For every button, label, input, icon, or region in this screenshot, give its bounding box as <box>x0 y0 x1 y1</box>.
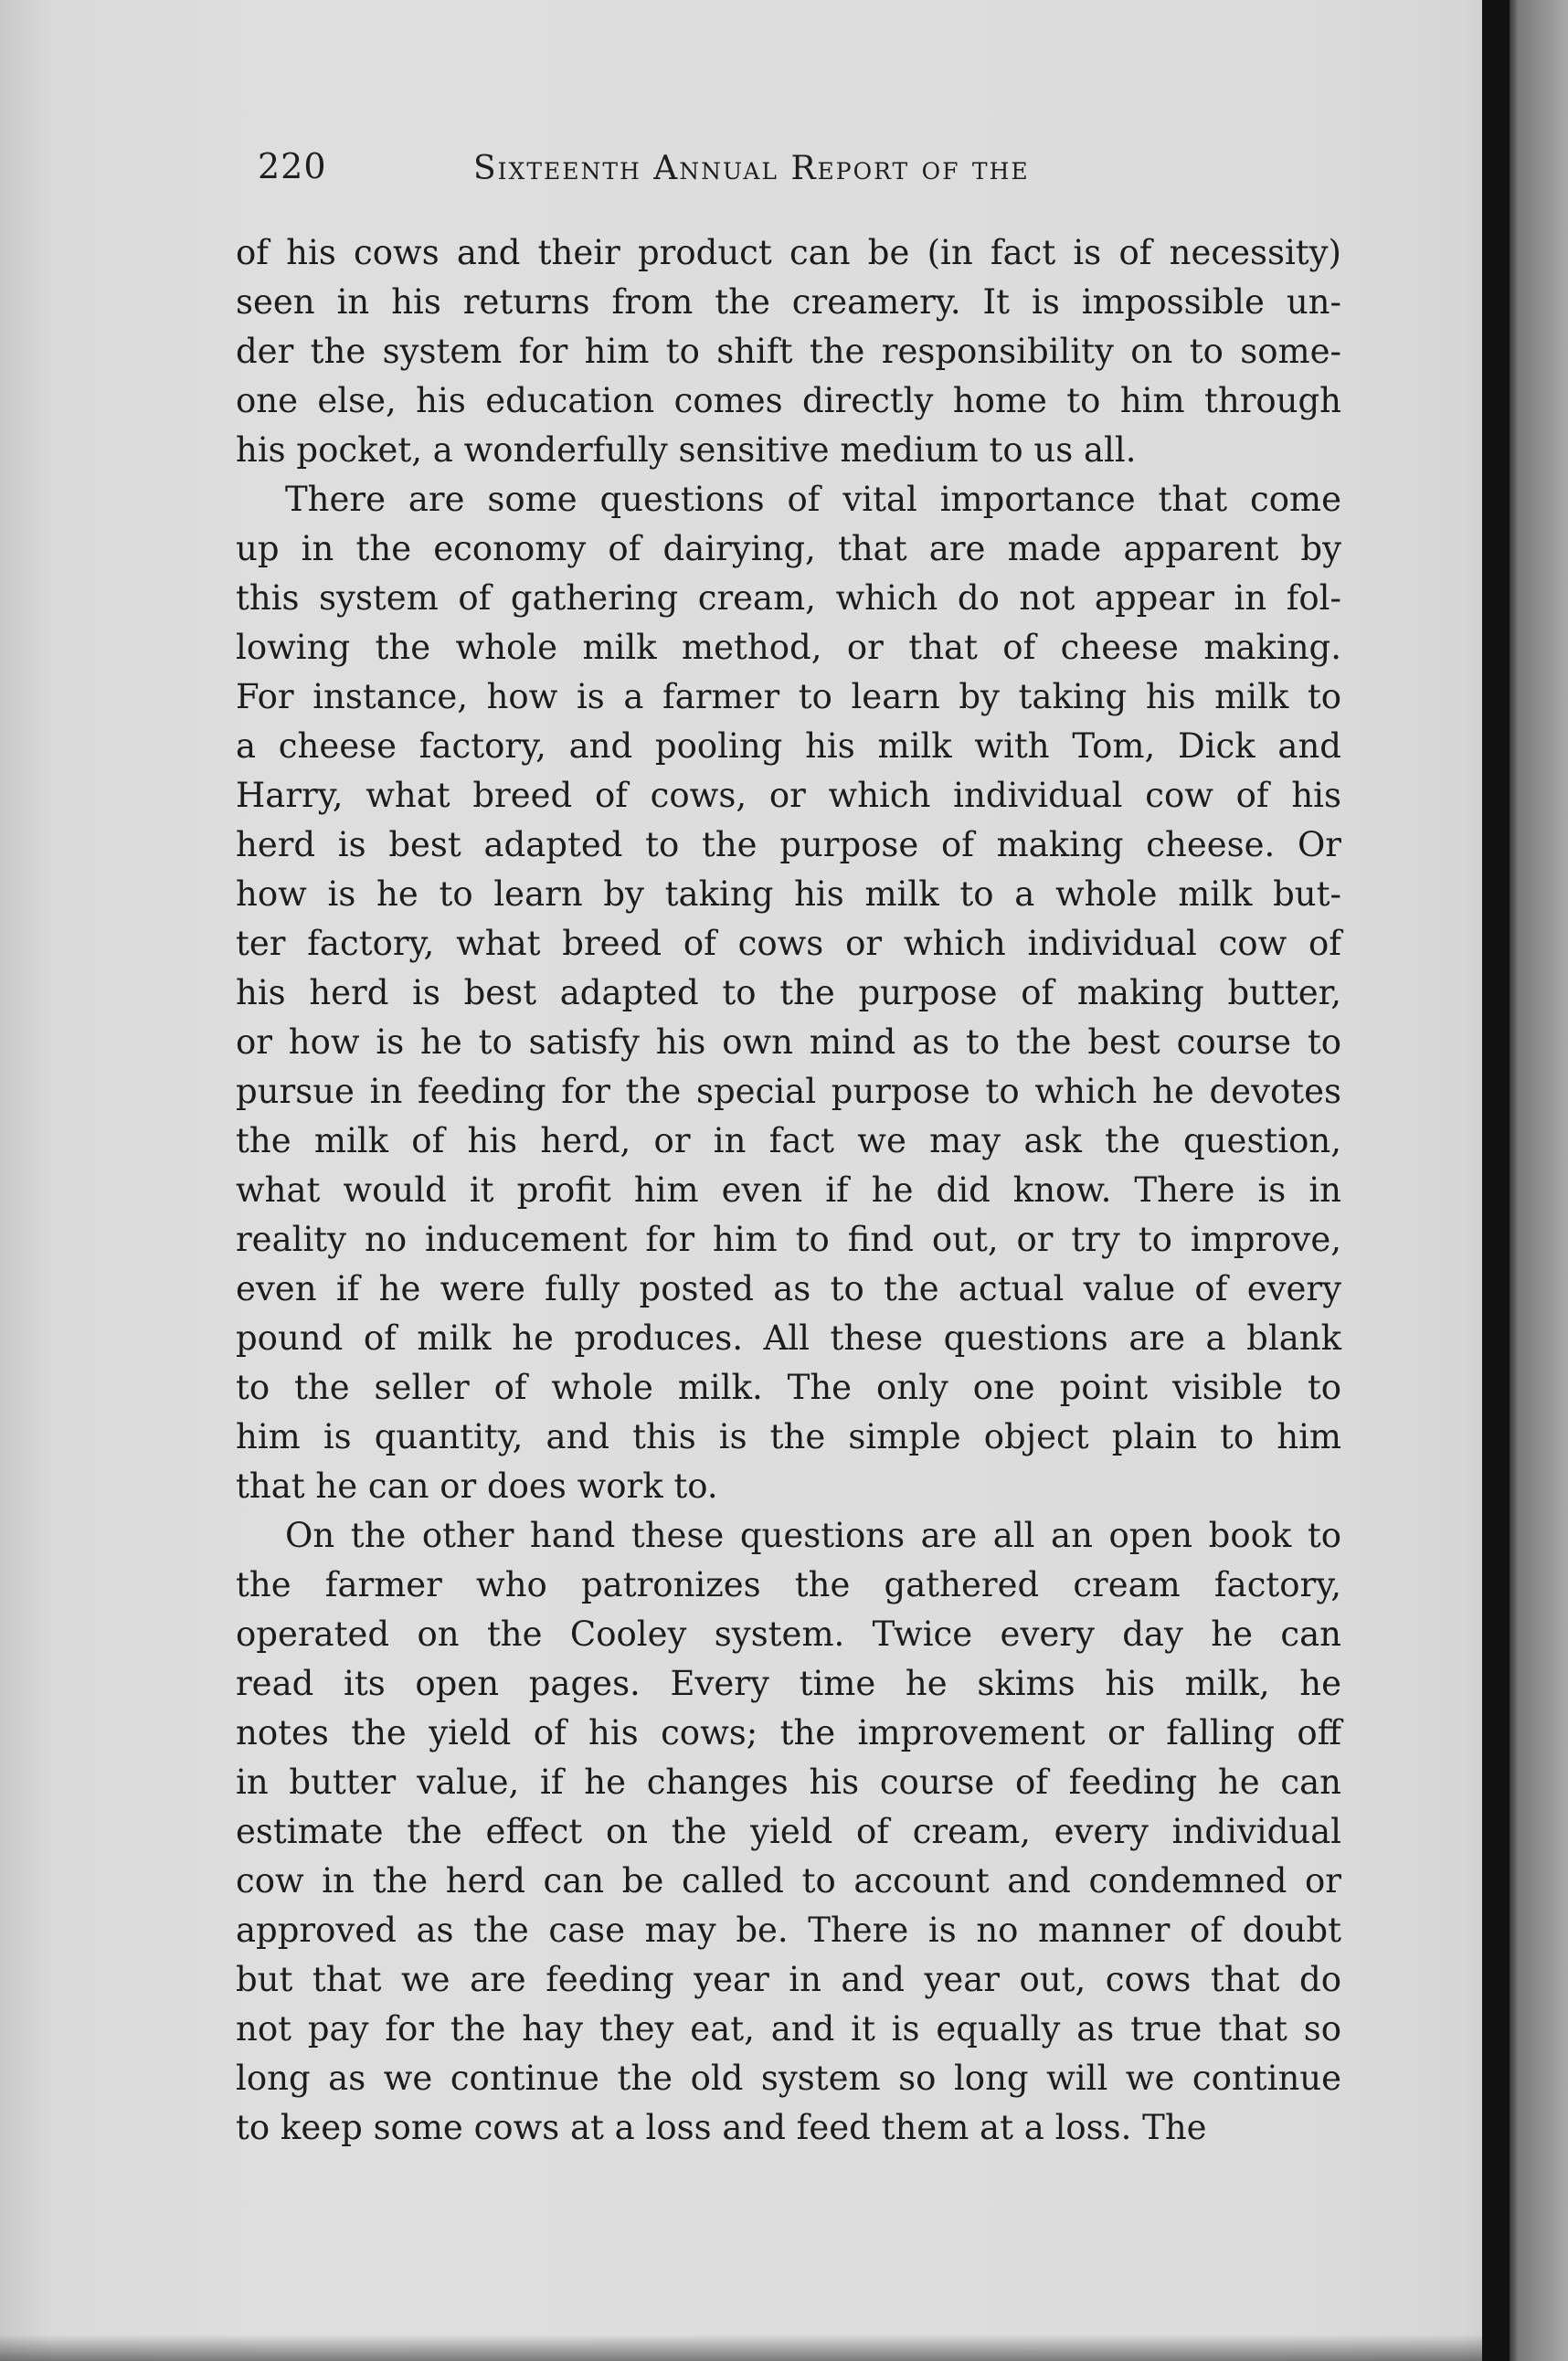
text-line: his herd is best adapted to the purpose of making butter, <box>236 973 1341 1012</box>
text-line: cow in the herd can be called to account and condemned or <box>236 1861 1341 1900</box>
text-line: to keep some cows at a loss and feed them at a loss. The <box>236 2108 1207 2147</box>
text-line: the farmer who patronizes the gathered cream factory, <box>236 1565 1341 1604</box>
text-line: lowing the whole milk method, or that of cheese making. <box>236 628 1341 667</box>
text-line: estimate the effect on the yield of cream, every individual <box>236 1812 1341 1851</box>
text-line: der the system for him to shift the responsibility on to some- <box>236 332 1341 371</box>
book-binding-gutter <box>1482 0 1510 2361</box>
text-line: his pocket, a wonderfully sensitive medium to us all. <box>236 430 1137 470</box>
page-header <box>258 146 1171 201</box>
paragraph <box>236 475 1341 1511</box>
paragraph <box>236 1511 1341 2153</box>
paragraph <box>236 228 1341 475</box>
text-line: what would it profit him even if he did know. There is in <box>236 1170 1341 1210</box>
text-line: or how is he to satisfy his own mind as to the best course to <box>236 1022 1341 1062</box>
text-line: the milk of his herd, or in fact we may ask the question, <box>236 1121 1341 1160</box>
text-line: There are some questions of vital importance that come <box>285 480 1341 519</box>
text-line: of his cows and their product can be (in fact is of necessity) <box>236 233 1341 272</box>
bottom-shadow <box>0 2335 1482 2361</box>
running-head: Sixteenth Annual Report of the <box>473 150 1030 187</box>
text-line: reality no inducement for him to find out, or try to improve, <box>236 1220 1341 1259</box>
book-page-edge <box>1510 0 1568 2361</box>
text-line: Harry, what breed of cows, or which individual cow of his <box>236 776 1341 815</box>
text-line: herd is best adapted to the purpose of making cheese. Or <box>236 825 1341 864</box>
page-number: 220 <box>258 146 327 186</box>
text-line: seen in his returns from the creamery. It is impossible un- <box>236 282 1341 322</box>
text-line: this system of gathering cream, which do not appear in fol- <box>236 578 1341 618</box>
text-line: but that we are feeding year in and year out, cows that do <box>236 1960 1341 1999</box>
text-line: in butter value, if he changes his course of feeding he can <box>236 1763 1341 1802</box>
text-line: how is he to learn by taking his milk to a whole milk but- <box>236 874 1341 914</box>
text-line: notes the yield of his cows; the improvement or falling off <box>236 1713 1341 1752</box>
text-line: For instance, how is a farmer to learn by taking his milk to <box>236 677 1341 716</box>
text-line: him is quantity, and this is the simple object plain to him <box>236 1417 1341 1456</box>
text-line: approved as the case may be. There is no manner of doubt <box>236 1911 1341 1950</box>
text-line: not pay for the hay they eat, and it is equally as true that so <box>236 2009 1341 2049</box>
text-line: even if he were fully posted as to the actual value of every <box>236 1269 1341 1308</box>
text-line: long as we continue the old system so long will we continue <box>236 2059 1341 2098</box>
text-line: read its open pages. Every time he skims his milk, he <box>236 1664 1341 1703</box>
text-line: that he can or does work to. <box>236 1466 718 1506</box>
text-line: operated on the Cooley system. Twice every day he can <box>236 1615 1341 1654</box>
text-line: a cheese factory, and pooling his milk with Tom, Dick and <box>236 726 1341 766</box>
body-text <box>236 228 1341 2153</box>
text-line: one else, his education comes directly home to him through <box>236 381 1341 420</box>
text-line: up in the economy of dairying, that are made apparent by <box>236 529 1341 568</box>
text-line: pound of milk he produces. All these questions are a blank <box>236 1318 1341 1358</box>
text-line: to the seller of whole milk. The only one point visible to <box>236 1368 1341 1407</box>
text-line: On the other hand these questions are all an open book to <box>285 1516 1341 1555</box>
text-line: ter factory, what breed of cows or which individual cow of <box>236 924 1341 963</box>
text-line: pursue in feeding for the special purpose to which he devotes <box>236 1072 1341 1111</box>
